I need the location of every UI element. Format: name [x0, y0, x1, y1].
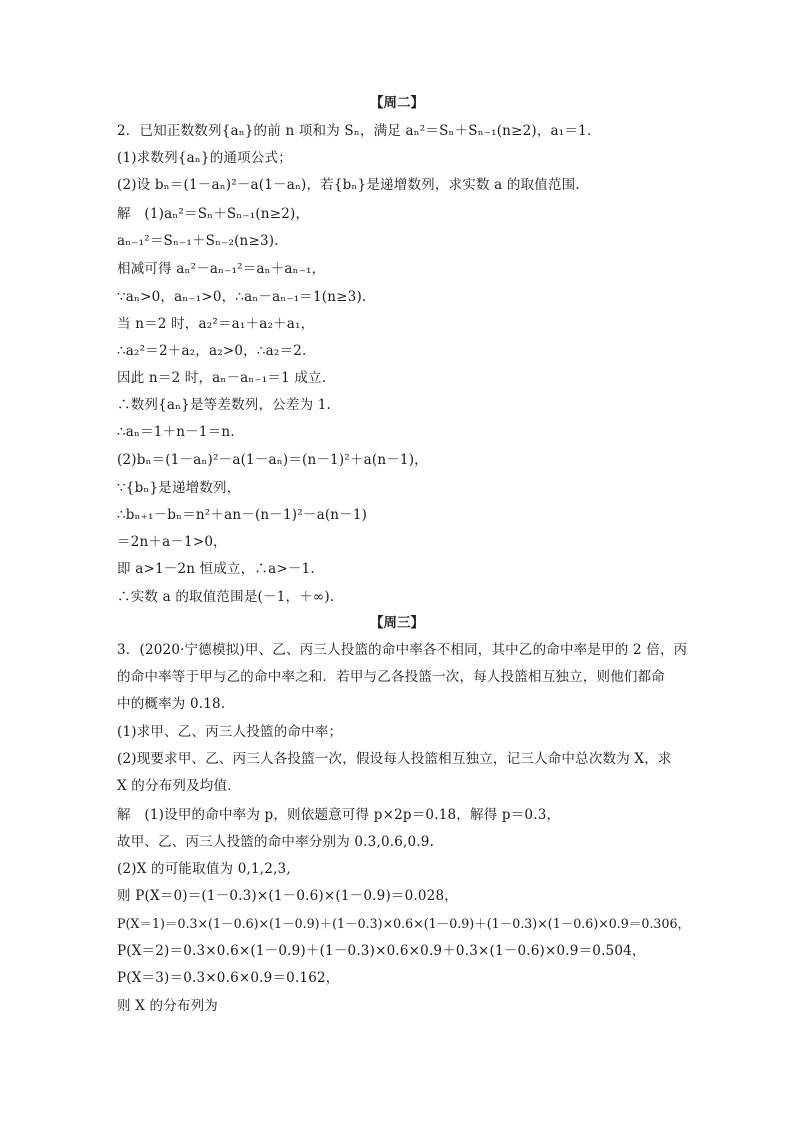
solution2-line: 即 a>1－2n 恒成立，∴a>－1. — [117, 561, 315, 577]
solution3-line: P(X＝2)＝0.3×0.6×(1－0.9)＋(1－0.3)×0.6×0.9＋0.3×(1－0.6)×0.9＝0.504， — [117, 943, 646, 959]
problem3-statement: 的命中率等于甲与乙的命中率之和．若甲与乙各投篮一次，每人投篮相互独立，则他们都命 — [117, 669, 665, 685]
solution3-line: 则 P(X＝0)＝(1－0.3)×(1－0.6)×(1－0.9)＝0.028， — [117, 888, 458, 904]
solution2-line: 因此 n＝2 时，aₙ－aₙ₋₁＝1 成立. — [117, 370, 327, 386]
solution3-line: 解 (1)设甲的命中率为 p，则依题意可得 p×2p＝0.18，解得 p＝0.3， — [117, 807, 561, 823]
solution2-line: (2)bₙ＝(1－aₙ)²－a(1－aₙ)＝(n－1)²＋a(n－1)， — [117, 452, 428, 468]
solution2-line: ∴实数 a 的取值范围是(－1，＋∞). — [117, 589, 335, 605]
solution2-line: ∴数列{aₙ}是等差数列，公差为 1. — [117, 397, 332, 413]
solution3-line: P(X＝1)＝0.3×(1－0.6)×(1－0.9)＋(1－0.3)×0.6×(1－0.9)＋(1－0.3)×(1－0.6)×0.9＝0.306， — [117, 916, 691, 931]
solution2-line: aₙ₋₁²＝Sₙ₋₁＋Sₙ₋₂(n≥3). — [117, 233, 279, 249]
solution3-line: 则 X 的分布列为 — [117, 998, 218, 1014]
section-heading-week2: 【周二】 — [370, 95, 424, 111]
problem2-statement: 2．已知正数数列{aₙ}的前 n 项和为 Sₙ，满足 aₙ²＝Sₙ＋Sₙ₋₁(n≥2)，a₁＝1. — [117, 123, 592, 139]
solution2-line: 当 n＝2 时，a₂²＝a₁＋a₂＋a₁， — [117, 316, 315, 332]
problem3-part2: X 的分布列及均值． — [117, 778, 241, 794]
section-heading-week3: 【周三】 — [370, 615, 424, 631]
solution2-line: ∴a₂²＝2＋a₂，a₂>0，∴a₂＝2. — [117, 343, 307, 359]
problem2-part1: (1)求数列{aₙ}的通项公式； — [117, 150, 292, 166]
solution2-line: 相减可得 aₙ²－aₙ₋₁²＝aₙ＋aₙ₋₁， — [117, 261, 326, 277]
solution2-line: ＝2n＋a－1>0， — [117, 534, 227, 550]
problem3-statement: 3．(2020·宁德模拟)甲、乙、丙三人投篮的命中率各不相同，其中乙的命中率是甲的 2 倍，丙 — [117, 642, 688, 658]
problem3-part2: (2)现要求甲、乙、丙三人各投篮一次，假设每人投篮相互独立，记三人命中总次数为 X，求 — [117, 751, 672, 767]
solution3-line: 故甲、乙、丙三人投篮的命中率分别为 0.3,0.6,0.9. — [117, 834, 435, 850]
solution2-line: ∵aₙ>0，aₙ₋₁>0，∴aₙ－aₙ₋₁＝1(n≥3). — [117, 289, 367, 305]
solution3-line: (2)X 的可能取值为 0,1,2,3, — [117, 861, 291, 877]
solution3-line: P(X＝3)＝0.3×0.6×0.9＝0.162， — [117, 970, 340, 986]
problem3-part1: (1)求甲、乙、丙三人投篮的命中率； — [117, 724, 343, 740]
solution2-line: ∴bₙ₊₁－bₙ＝n²＋an－(n－1)²－a(n－1) — [117, 507, 368, 523]
solution2-line: ∴aₙ＝1＋n－1＝n. — [117, 424, 235, 440]
solution2-line: 解 (1)aₙ²＝Sₙ＋Sₙ₋₁(n≥2)， — [117, 206, 310, 222]
problem2-part2: (2)设 bₙ＝(1－aₙ)²－a(1－aₙ)，若{bₙ}是递增数列，求实数 a 的取值范围. — [117, 177, 580, 193]
problem3-statement: 中的概率为 0.18. — [117, 696, 226, 712]
solution2-line: ∵{bₙ}是递增数列， — [117, 480, 241, 496]
